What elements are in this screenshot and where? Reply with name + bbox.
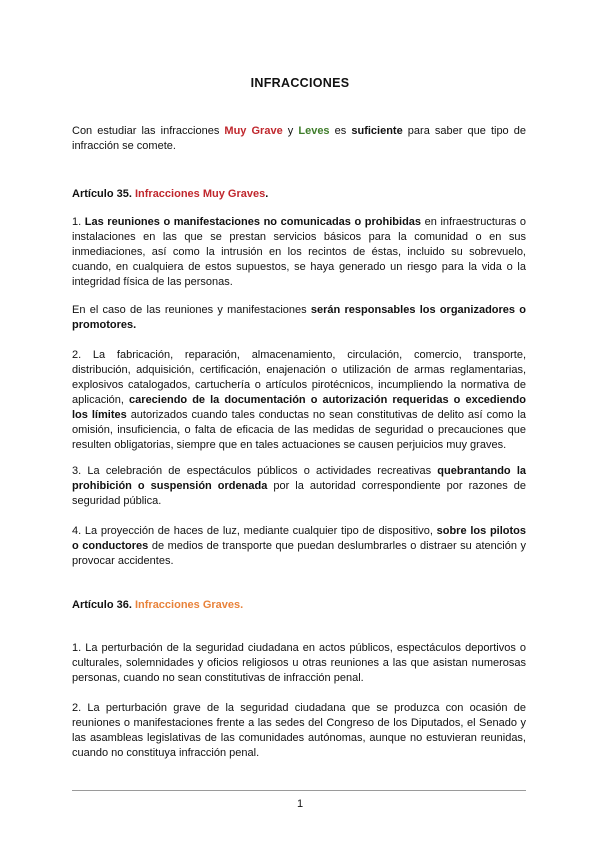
paragraph-bold: careciendo de la documentación o autorización requeridas o excediendo los límites	[72, 394, 526, 421]
paragraph-bold: quebrantando la prohibición o suspensión ordenada	[72, 465, 527, 492]
paragraph-text: 2. La fabricación, reparación, almacenamiento, circulación, comercio, transporte, distribución, adquisición, certificación, enajenación o utilización de armas reglamentarias, explosivos catalogados, cartuchería o artículos pirotécnicos, incumpliendo la normativa de aplicación,	[72, 349, 526, 406]
article-36-title: Infracciones Graves.	[134, 599, 244, 611]
intro-text-3: es	[329, 125, 352, 137]
article-35-label: Artículo 35.	[72, 188, 132, 200]
paragraph-text: En el caso de las reuniones y manifestaciones	[72, 304, 311, 316]
article-35-title: Infracciones Muy Graves	[134, 188, 266, 200]
article-35-paragraph-1b	[72, 303, 526, 333]
paragraph-text: 3. La celebración de espectáculos públicos o actividades recreativas	[72, 465, 438, 477]
article-35-heading	[72, 187, 268, 202]
intro-text-1: Con estudiar las infracciones	[72, 125, 225, 137]
leves-highlight: Leves	[298, 125, 330, 137]
article-35-dot: .	[265, 188, 269, 200]
article-35-paragraph-3	[72, 464, 526, 509]
article-36-label: Artículo 36.	[72, 599, 132, 611]
footer-divider	[72, 790, 526, 791]
article-36-paragraph-1: 1. La perturbación de la seguridad ciudadana en actos públicos, espectáculos deportivos o culturales, solemnidades y oficios religiosos u otras reuniones a las que asistan numerosas personas, cuando no sean constitutivas de infracción penal.	[72, 642, 526, 684]
paragraph-number: 1.	[72, 216, 85, 228]
paragraph-bold: Las reuniones o manifestaciones no comunicadas o prohibidas	[84, 216, 422, 228]
page-number: 1	[296, 798, 304, 810]
article-35-paragraph-4	[72, 524, 526, 569]
muy-grave-highlight: Muy Grave	[224, 125, 283, 137]
article-36-heading	[72, 598, 243, 613]
paragraph-text: por la autoridad correspondiente por razones de seguridad pública.	[72, 480, 527, 507]
article-36-paragraph-2: 2. La perturbación grave de la seguridad ciudadana que se produzca con ocasión de reuniones o manifestaciones frente a las sedes del Congreso de los Diputados, el Senado y las asambleas legislativas de las comunidades autónomas, aunque no estuvieran reunidas, cuando no constituya infracción penal.	[72, 702, 526, 759]
paragraph-bold: serán responsables los organizadores o promotores.	[72, 304, 526, 331]
paragraph-text: 4. La proyección de haces de luz, mediante cualquier tipo de dispositivo,	[72, 525, 437, 537]
paragraph-text: autorizados cuando tales conductas no sean constitutivas de delito así como la omisión, insuficiencia, o falta de eficacia de las medidas de seguridad o precauciones que resulten obligatorias, siempre que en tales actuaciones se causen perjuicios muy graves.	[72, 409, 527, 451]
page-title: INFRACCIONES	[250, 76, 350, 90]
intro-text-4: para saber que tipo de infracción se comete.	[72, 125, 526, 152]
paragraph-bold: sobre los pilotos o conductores	[72, 525, 526, 552]
intro-paragraph	[72, 124, 526, 154]
article-35-paragraph-1	[72, 215, 526, 290]
paragraph-text: en infraestructuras o instalaciones en las que se prestan servicios básicos para la comunidad o en sus inmediaciones, así como la intrusión en los recintos de éstas, incluido su sobrevuelo, cuando, en cualquiera de estos supuestos, se haya generado un riesgo para la vida o la integridad física de las personas.	[72, 216, 526, 288]
intro-text-2: y	[282, 125, 299, 137]
suficiente-bold: suficiente	[351, 125, 403, 137]
article-35-paragraph-2	[72, 348, 526, 453]
paragraph-text: de medios de transporte que puedan deslumbrarles o distraer su atención y provocar accidentes.	[72, 540, 526, 567]
